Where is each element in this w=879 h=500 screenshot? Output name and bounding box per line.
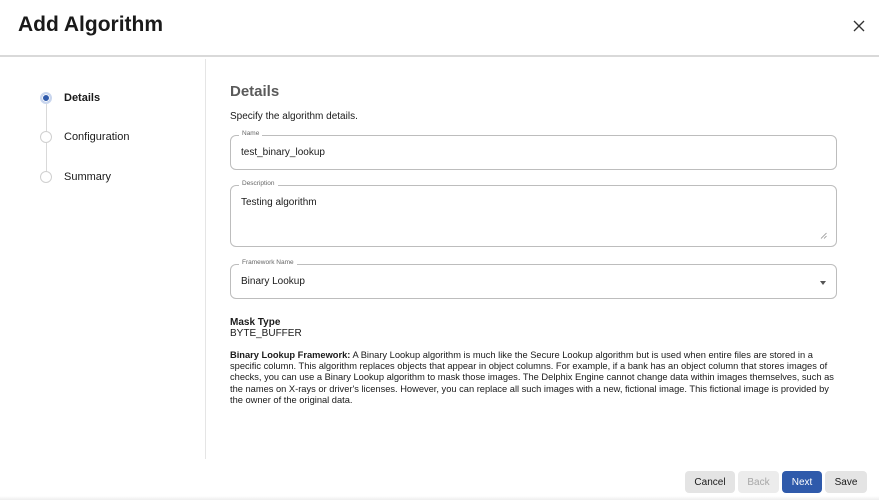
- framework-name-value: Binary Lookup: [241, 276, 305, 287]
- step-label: Details: [64, 92, 101, 104]
- footer-divider: [0, 496, 879, 500]
- save-button[interactable]: Save: [825, 471, 867, 493]
- next-button[interactable]: Next: [782, 471, 822, 493]
- step-configuration[interactable]: [40, 127, 129, 147]
- name-field-value: test_binary_lookup: [241, 147, 325, 158]
- mask-type-label: Mask Type: [230, 317, 281, 328]
- step-label: Configuration: [64, 131, 130, 143]
- name-field-label: Name: [239, 130, 262, 137]
- step-summary[interactable]: [40, 167, 111, 187]
- framework-name-label: Framework Name: [239, 259, 297, 266]
- step-indicator-active: [40, 92, 52, 104]
- description-field[interactable]: [230, 180, 837, 247]
- description-field-value: Testing algorithm: [241, 197, 317, 208]
- name-field[interactable]: [230, 130, 837, 170]
- cancel-button[interactable]: Cancel: [685, 471, 735, 493]
- step-label: Summary: [64, 171, 112, 183]
- dialog-header: [0, 0, 879, 57]
- resize-handle-icon[interactable]: [820, 232, 827, 239]
- mask-type-value: BYTE_BUFFER: [230, 328, 302, 339]
- stepper-sidebar: [0, 59, 206, 459]
- close-icon: [849, 16, 869, 36]
- step-details[interactable]: [40, 88, 100, 108]
- framework-description-text: A Binary Lookup algorithm is much like the Secure Lookup algorithm but is used when entire files are stored in a specific column. This algorithm replaces objects that appear in object columns. For example, if a bank has an object column that stores images of checks, you can use a Binary Lookup algorithm to mask those images. The Delphix Engine cannot change data within images themselves, such as the names on X-rays or driver's licenses. However, you can replace all such images with a new, fictional image. This fictional image is provided by the owner of the original data.: [230, 350, 834, 405]
- description-field-label: Description: [239, 180, 278, 187]
- chevron-down-icon[interactable]: [820, 281, 826, 285]
- framework-name-select[interactable]: [230, 259, 837, 299]
- section-subtitle: Specify the algorithm details.: [230, 111, 358, 122]
- back-button[interactable]: Back: [738, 471, 779, 493]
- dialog-title: Add Algorithm: [18, 13, 164, 36]
- step-indicator: [40, 171, 52, 183]
- close-button[interactable]: [849, 16, 869, 36]
- framework-description: [230, 350, 840, 406]
- framework-description-heading: Binary Lookup Framework:: [230, 350, 351, 360]
- step-indicator: [40, 131, 52, 143]
- section-title: Details: [230, 83, 280, 100]
